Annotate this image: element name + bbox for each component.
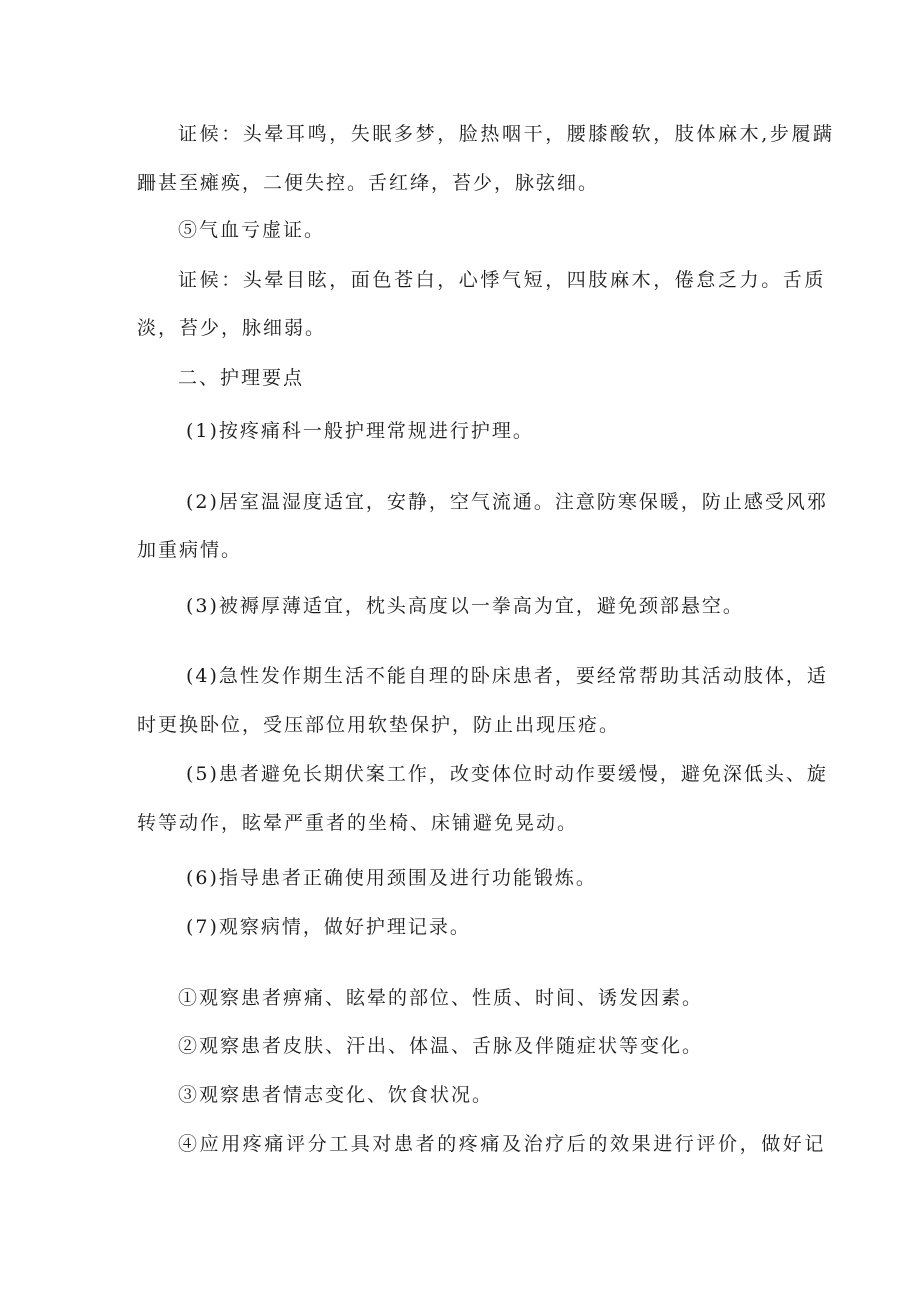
list-item-2-line-2: 加重病情。	[137, 539, 243, 561]
observation-item-2: ②观察患者皮肤、汗出、体温、舌脉及伴随症状等变化。	[178, 1035, 704, 1057]
list-item-2-line-1: (2)居室温湿度适宜，安静，空气流通。注意防寒保暖，防止感受风邪	[186, 491, 828, 513]
list-item-3: (3)被褥厚薄适宜，枕头高度以一拳高为宜，避免颈部悬空。	[186, 595, 744, 617]
observation-item-3: ③观察患者情志变化、饮食状况。	[178, 1084, 494, 1106]
list-item-6: (6)指导患者正确使用颈围及进行功能锻炼。	[186, 867, 597, 889]
paragraph-syndrome2-line-1: 证候：头晕目眩，面色苍白，心悸气短，四肢麻木，倦怠乏力。舌质	[178, 269, 827, 291]
paragraph-syndrome-line-2: 跚甚至瘫痪，二便失控。舌红绛，苔少，脉弦细。	[137, 172, 600, 194]
heading-qi-blood-deficiency: ⑤气血亏虚证。	[178, 219, 326, 241]
list-item-7: (7)观察病情，做好护理记录。	[186, 916, 471, 938]
paragraph-syndrome-line-1: 证候：头晕耳鸣，失眠多梦，脸热咽干，腰膝酸软，肢体麻木,步履蹒	[178, 123, 835, 145]
list-item-5-line-2: 转等动作，眩晕严重者的坐椅、床铺避免晃动。	[137, 812, 579, 834]
list-item-4-line-2: 时更换卧位，受压部位用软垫保护，防止出现压疮。	[137, 714, 621, 736]
section-heading-nursing-points: 二、护理要点	[178, 367, 305, 389]
paragraph-syndrome2-line-2: 淡，苔少，脉细弱。	[137, 317, 327, 339]
list-item-4-line-1: (4)急性发作期生活不能自理的卧床患者，要经常帮助其活动肢体，适	[186, 665, 828, 687]
list-item-5-line-1: (5)患者避免长期伏案工作，改变体位时动作要缓慢，避免深低头、旋	[186, 763, 828, 785]
observation-item-1: ①观察患者痹痛、眩晕的部位、性质、时间、诱发因素。	[178, 987, 704, 1009]
observation-item-4: ④应用疼痛评分工具对患者的疼痛及治疗后的效果进行评价，做好记	[178, 1133, 827, 1155]
list-item-1: (1)按疼痛科一般护理常规进行护理。	[186, 420, 534, 442]
